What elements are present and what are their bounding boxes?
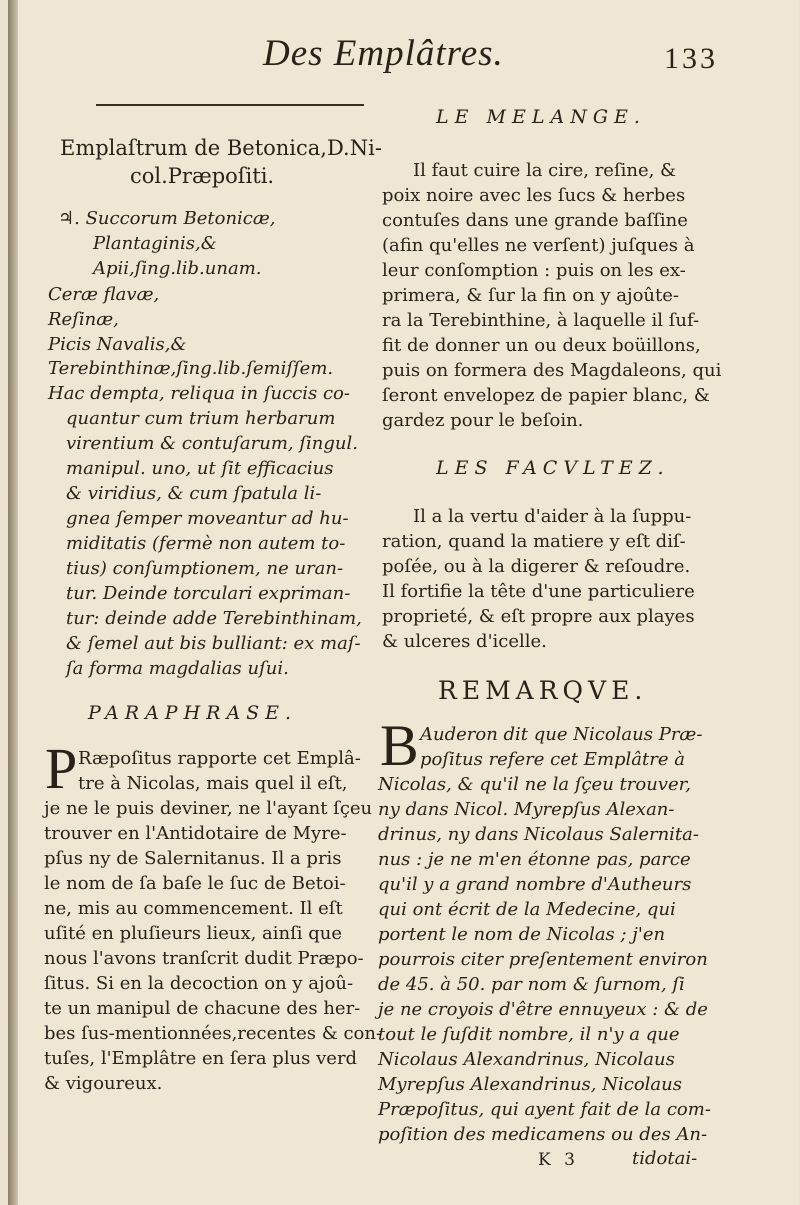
paraphrase-line: le nom de ſa baſe le ſuc de Betoi- bbox=[44, 873, 346, 894]
ingredient-line: Reſinæ, bbox=[48, 309, 119, 330]
ingredient-line: Ceræ flavæ, bbox=[48, 284, 160, 305]
remarque-heading: REMARQVE. bbox=[438, 676, 648, 705]
paraphrase-line: pſus ny de Salernitanus. Il a pris bbox=[44, 848, 342, 869]
remarque-line: poſitus refere cet Emplâtre à bbox=[420, 749, 685, 770]
facultez-line: Il fortifie la tête d'une particuliere bbox=[382, 581, 695, 602]
paraphrase-drop-cap: P bbox=[45, 736, 78, 801]
melange-line: fit de donner un ou deux boüillons, bbox=[382, 335, 701, 356]
instruction-line: virentium & contuſarum, ſingul. bbox=[66, 433, 358, 454]
instruction-line: & viridius, & cum ſpatula li- bbox=[66, 483, 322, 504]
remarque-line: Myrepſus Alexandrinus, Nicolaus bbox=[378, 1074, 682, 1095]
ingredient-line: ♃. Succorum Betonicæ, bbox=[58, 208, 276, 229]
melange-line: puis on formera des Magdaleons, qui bbox=[382, 360, 722, 381]
paraphrase-line: ne, mis au commencement. Il eſt bbox=[44, 898, 343, 919]
melange-line: ra la Terebinthine, à laquelle il ſuf- bbox=[382, 310, 700, 331]
melange-line: leur conſomption : puis on les ex- bbox=[382, 260, 686, 281]
instruction-line: tur: deinde adde Terebinthinam, bbox=[66, 608, 362, 629]
facultez-line: Il a la vertu d'aider à la ſuppu- bbox=[413, 506, 692, 527]
paraphrase-line: je ne le puis deviner, ne l'ayant ſçeu bbox=[44, 798, 373, 819]
paraphrase-line: ſitus. Si en la decoction on y ajoû- bbox=[44, 973, 354, 994]
melange-line: poix noire avec les ſucs & herbes bbox=[382, 185, 686, 206]
header-rule bbox=[96, 104, 364, 106]
facultez-line: ration, quand la matiere y eſt diſ- bbox=[382, 531, 686, 552]
remarque-line: qui ont écrit de la Medecine, qui bbox=[378, 899, 676, 920]
paraphrase-line: trouver en l'Antidotaire de Myre- bbox=[44, 823, 347, 844]
remarque-line: Præpoſitus, qui ayent fait de la com- bbox=[378, 1099, 711, 1120]
catchword: tidotai- bbox=[632, 1148, 698, 1169]
facultez-line: & ulceres d'icelle. bbox=[382, 631, 547, 652]
melange-line: Il faut cuire la cire, reſine, & bbox=[413, 160, 677, 181]
melange-line: ſeront envelopez de papier blanc, & bbox=[382, 385, 710, 406]
remarque-line: qu'il y a grand nombre d'Autheurs bbox=[378, 874, 692, 895]
remarque-drop-cap: B bbox=[380, 713, 419, 778]
remarque-line: ny dans Nicol. Myrepſus Alexan- bbox=[378, 799, 675, 820]
instruction-line: tius) conſumptionem, ne uran- bbox=[66, 558, 344, 579]
remarque-line: tout le ſuſdit nombre, il n'y a que bbox=[378, 1024, 680, 1045]
melange-line: primera, & ſur la fin on y ajoûte- bbox=[382, 285, 679, 306]
remarque-line: de 45. à 50. par nom & ſurnom, ſi bbox=[378, 974, 685, 995]
paraphrase-line: uſité en pluſieurs lieux, ainſi que bbox=[44, 923, 343, 944]
signature-mark: K 3 bbox=[538, 1150, 579, 1170]
paraphrase-line: & vigoureux. bbox=[44, 1073, 163, 1094]
instruction-line: quantur cum trium herbarum bbox=[66, 408, 336, 429]
recipe-title-line: Emplaſtrum de Betonica,D.Ni- bbox=[60, 136, 382, 160]
recipe-title-line: col.Præpoſiti. bbox=[130, 164, 275, 188]
facultez-line: poſée, ou à la digerer & reſoudre. bbox=[382, 556, 691, 577]
instruction-line: ſa forma magdalias uſui. bbox=[66, 658, 289, 679]
paraphrase-heading: PARAPHRASE. bbox=[88, 702, 298, 724]
paraphrase-line: tre à Nicolas, mais quel il eſt, bbox=[78, 773, 348, 794]
running-header: Des Emplâtres. bbox=[263, 33, 504, 74]
remarque-line: Nicolas, & qu'il ne la ſçeu trouver, bbox=[378, 774, 691, 795]
paraphrase-line: Ræpoſitus rapporte cet Emplâ- bbox=[78, 748, 361, 769]
instruction-line: manipul. uno, ut ſit efficacius bbox=[66, 458, 334, 479]
ingredient-line: Apii,ſing.lib.unam. bbox=[93, 258, 262, 279]
ingredient-line: Plantaginis,& bbox=[93, 233, 217, 254]
paraphrase-line: nous l'avons tranſcrit dudit Præpo- bbox=[44, 948, 364, 969]
book-page bbox=[8, 0, 798, 1205]
melange-line: gardez pour le beſoin. bbox=[382, 410, 584, 431]
melange-line: contuſes dans une grande baſſine bbox=[382, 210, 688, 231]
remarque-line: Auderon dit que Nicolaus Præ- bbox=[420, 724, 703, 745]
remarque-line: pourrois citer preſentement environ bbox=[378, 949, 708, 970]
remarque-line: Nicolaus Alexandrinus, Nicolaus bbox=[378, 1049, 675, 1070]
remarque-line: nus : je ne m'en étonne pas, parce bbox=[378, 849, 691, 870]
remarque-line: je ne croyois d'être ennuyeux : & de bbox=[378, 999, 708, 1020]
instruction-line: gnea ſemper moveantur ad hu- bbox=[66, 508, 349, 529]
facultez-heading: LES FACVLTEZ. bbox=[436, 457, 670, 479]
facultez-line: proprieté, & eſt propre aux playes bbox=[382, 606, 695, 627]
melange-line: (afin qu'elles ne verſent) juſques à bbox=[382, 235, 695, 256]
instruction-line: tur. Deinde torculari expriman- bbox=[66, 583, 351, 604]
ingredient-line: Picis Navalis,& bbox=[48, 334, 187, 355]
remarque-line: drinus, ny dans Nicolaus Salernita- bbox=[378, 824, 699, 845]
paraphrase-line: bes ſus-mentionnées,recentes & con- bbox=[44, 1023, 383, 1044]
instruction-line: & ſemel aut bis bulliant: ex maſ- bbox=[66, 633, 361, 654]
page-gutter bbox=[8, 0, 18, 1205]
page-number: 133 bbox=[664, 42, 718, 75]
instruction-line: Hac dempta, reliqua in ſuccis co- bbox=[48, 383, 350, 404]
paraphrase-line: te un manipul de chacune des her- bbox=[44, 998, 361, 1019]
paraphrase-line: tuſes, l'Emplâtre en ſera plus verd bbox=[44, 1048, 358, 1069]
remarque-line: poſition des medicamens ou des An- bbox=[378, 1124, 708, 1145]
instruction-line: miditatis (fermè non autem to- bbox=[66, 533, 346, 554]
melange-heading: LE MELANGE. bbox=[436, 106, 646, 128]
remarque-line: portent le nom de Nicolas ; j'en bbox=[378, 924, 666, 945]
ingredient-line: Terebinthinæ,ſing.lib.ſemiſſem. bbox=[48, 358, 334, 379]
